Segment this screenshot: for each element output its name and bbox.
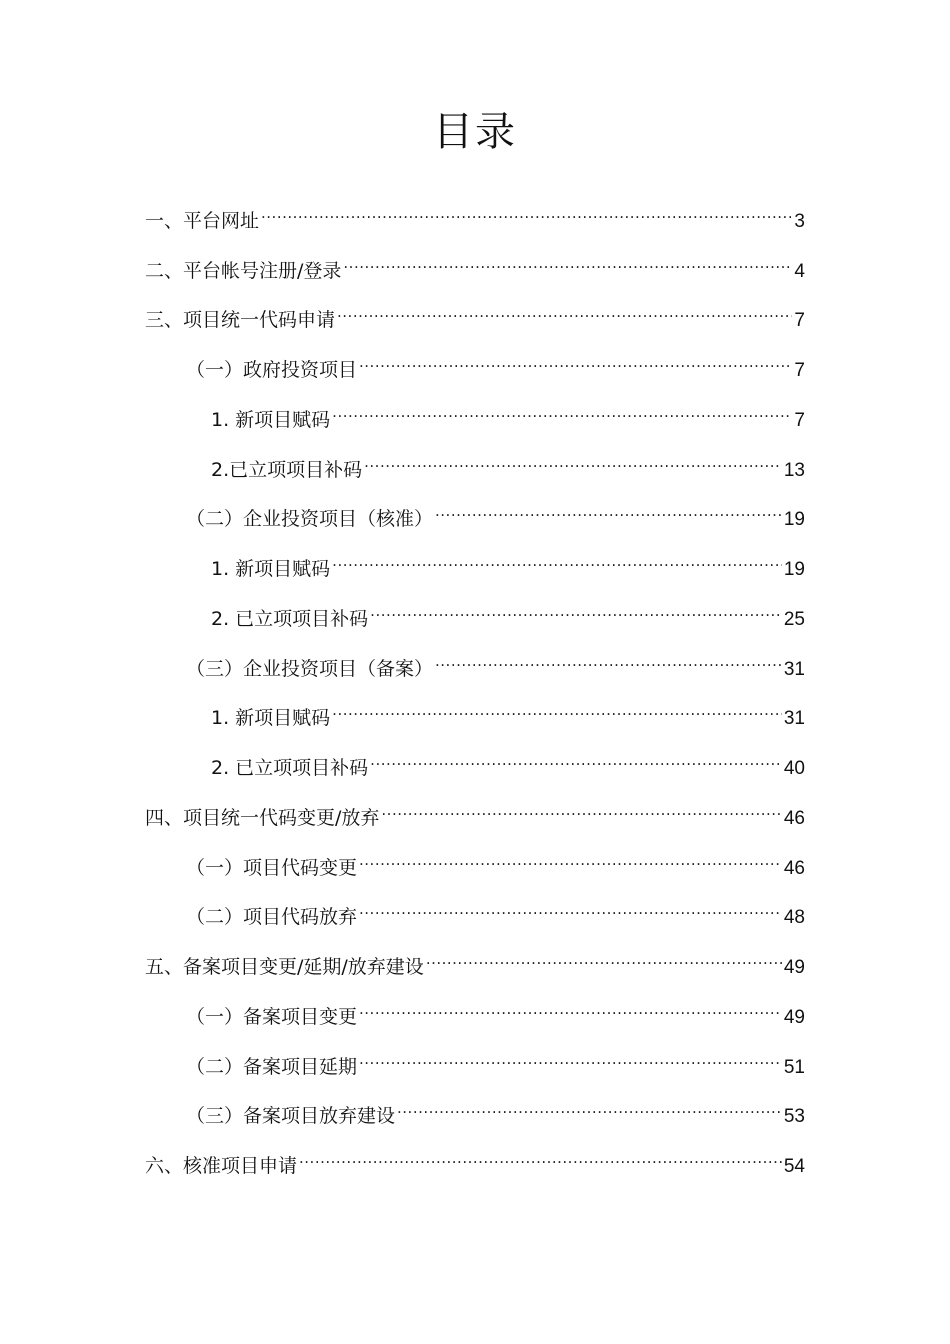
toc-entry-label: 六、核准项目申请 bbox=[145, 1155, 298, 1177]
toc-entry-page: 19 bbox=[783, 559, 805, 580]
toc-entry[interactable] bbox=[211, 545, 805, 580]
toc-entry[interactable] bbox=[145, 943, 805, 978]
toc-entry-page: 53 bbox=[783, 1106, 805, 1127]
dot-leader bbox=[435, 495, 782, 525]
dot-leader bbox=[332, 694, 782, 724]
toc-entry-label: （三）企业投资项目（备案） bbox=[186, 658, 434, 680]
toc-entry-label: 二、平台帐号注册/登录 bbox=[145, 260, 342, 282]
toc-entry-page: 19 bbox=[783, 509, 805, 530]
toc-entry[interactable] bbox=[145, 247, 805, 282]
toc-entry-label: （一）备案项目变更 bbox=[186, 1006, 358, 1028]
toc-entry[interactable] bbox=[145, 794, 805, 829]
toc-entry-page: 54 bbox=[783, 1156, 805, 1177]
toc-entry-page: 31 bbox=[783, 708, 805, 729]
toc-entry-label: 三、项目统一代码申请 bbox=[145, 309, 336, 331]
toc-entry-page: 31 bbox=[783, 659, 805, 680]
dot-leader bbox=[332, 396, 792, 426]
toc-entry[interactable] bbox=[211, 694, 805, 729]
toc-entry-label: 2. 已立项项目补码 bbox=[211, 608, 369, 630]
toc-entry-page: 49 bbox=[783, 1007, 805, 1028]
toc-entry-label: （二）备案项目延期 bbox=[186, 1056, 358, 1078]
dot-leader bbox=[426, 943, 782, 973]
toc-entry-page: 7 bbox=[794, 360, 805, 381]
toc-entry[interactable] bbox=[211, 595, 805, 630]
toc-entry-label: 四、项目统一代码变更/放弃 bbox=[145, 807, 380, 829]
toc-entry[interactable] bbox=[186, 844, 805, 879]
toc-entry[interactable] bbox=[186, 495, 805, 530]
toc-entry-page: 4 bbox=[794, 261, 805, 282]
toc-entry[interactable] bbox=[186, 993, 805, 1028]
dot-leader bbox=[299, 1142, 782, 1172]
toc-entry-label: （三）备案项目放弃建设 bbox=[186, 1105, 396, 1127]
dot-leader bbox=[435, 645, 782, 675]
toc-entry-label: （二）项目代码放弃 bbox=[186, 906, 358, 928]
toc-entry[interactable] bbox=[186, 645, 805, 680]
toc-entry[interactable] bbox=[145, 296, 805, 331]
dot-leader bbox=[359, 893, 782, 923]
dot-leader bbox=[343, 247, 792, 277]
toc-entry-page: 7 bbox=[794, 410, 805, 431]
toc-entry-page: 49 bbox=[783, 957, 805, 978]
toc-entry-page: 7 bbox=[794, 310, 805, 331]
toc-entry-page: 13 bbox=[783, 460, 805, 481]
toc-entry-page: 40 bbox=[783, 758, 805, 779]
toc-entry-page: 48 bbox=[783, 907, 805, 928]
dot-leader bbox=[359, 993, 782, 1023]
toc-entry-page: 3 bbox=[794, 211, 805, 232]
toc-entry-label: 一、平台网址 bbox=[145, 210, 260, 232]
toc-entry[interactable] bbox=[186, 346, 805, 381]
toc-entry-label: （一）项目代码变更 bbox=[186, 857, 358, 879]
toc-entry-page: 46 bbox=[783, 808, 805, 829]
toc-entry[interactable] bbox=[186, 893, 805, 928]
toc-entry[interactable] bbox=[145, 1142, 805, 1177]
toc-entry-label: 2. 已立项项目补码 bbox=[211, 757, 369, 779]
dot-leader bbox=[370, 744, 782, 774]
toc-entry[interactable] bbox=[211, 744, 805, 779]
toc-entry-label: （二）企业投资项目（核准） bbox=[186, 508, 434, 530]
toc-entry-label: （一）政府投资项目 bbox=[186, 359, 358, 381]
dot-leader bbox=[261, 197, 792, 227]
toc-title: 目录 bbox=[433, 109, 517, 155]
toc-entry-label: 1. 新项目赋码 bbox=[211, 409, 331, 431]
toc-entry-page: 51 bbox=[783, 1057, 805, 1078]
toc-entry-label: 2.已立项项目补码 bbox=[211, 459, 363, 481]
dot-leader bbox=[337, 296, 792, 326]
dot-leader bbox=[381, 794, 781, 824]
toc-entry[interactable] bbox=[211, 446, 805, 481]
dot-leader bbox=[359, 844, 782, 874]
toc-entry-label: 1. 新项目赋码 bbox=[211, 558, 331, 580]
dot-leader bbox=[370, 595, 782, 625]
toc-entry-label: 五、备案项目变更/延期/放弃建设 bbox=[145, 956, 424, 978]
toc-entry-page: 46 bbox=[783, 858, 805, 879]
toc-entry[interactable] bbox=[186, 1092, 805, 1127]
toc-entry-page: 25 bbox=[783, 609, 805, 630]
toc-entry-label: 1. 新项目赋码 bbox=[211, 707, 331, 729]
toc-entry[interactable] bbox=[211, 396, 805, 431]
dot-leader bbox=[359, 346, 792, 376]
dot-leader bbox=[359, 1043, 782, 1073]
dot-leader bbox=[397, 1092, 782, 1122]
dot-leader bbox=[332, 545, 782, 575]
toc-entry[interactable] bbox=[145, 197, 805, 232]
toc-entry[interactable] bbox=[186, 1043, 805, 1078]
dot-leader bbox=[364, 446, 782, 476]
